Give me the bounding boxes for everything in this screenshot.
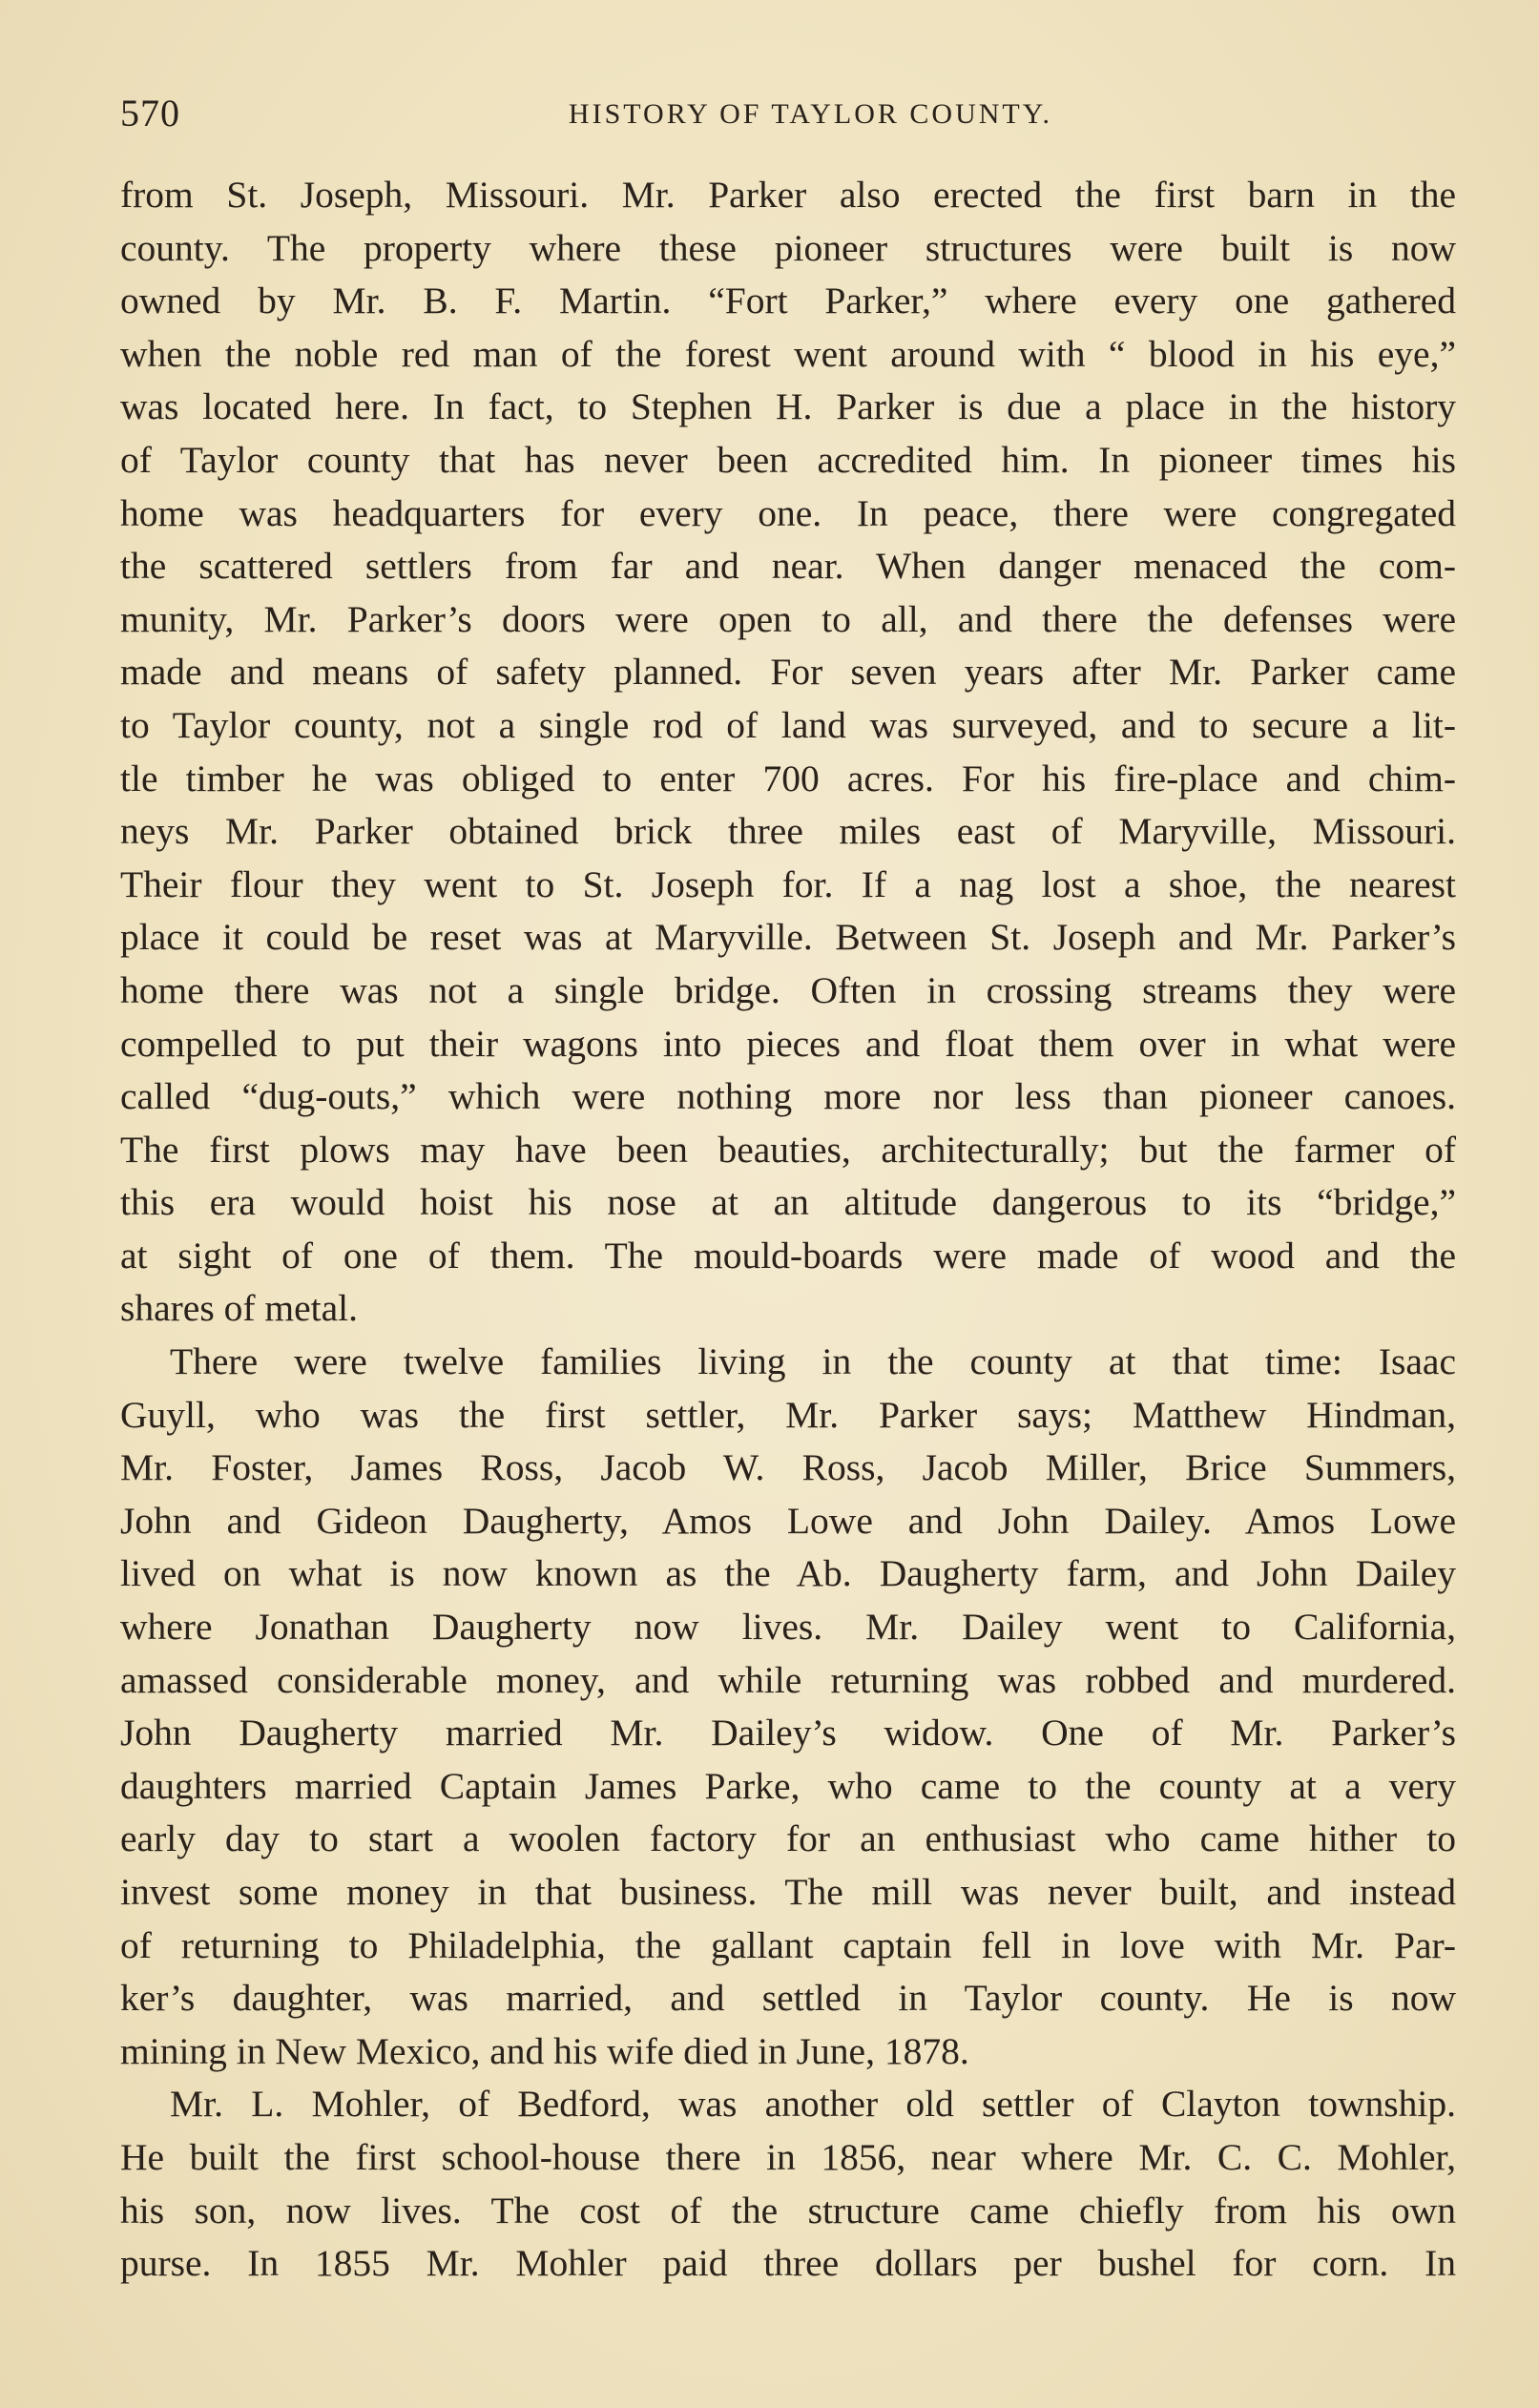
text-line: of Taylor county that has never been accredited him. In pioneer times his xyxy=(120,438,1456,481)
text-line: early day to start a woolen factory for an enthusiast who came hither to xyxy=(120,1817,1456,1860)
text-line: Mr. Foster, James Ross, Jacob W. Ross, Jacob Miller, Brice Summers, xyxy=(120,1446,1456,1489)
text-line: Guyll, who was the first settler, Mr. Parker says; Matthew Hindman, xyxy=(120,1393,1456,1436)
text-line: amassed considerable money, and while returning was robbed and murdered. xyxy=(120,1658,1456,1701)
text-line: John Daugherty married Mr. Dailey’s widow. One of Mr. Parker’s xyxy=(120,1712,1456,1754)
text-line: county. The property where these pioneer structures were built is now xyxy=(120,226,1456,269)
text-line: was located here. In fact, to Stephen H. Parker is due a place in the history xyxy=(120,385,1456,428)
text-line: the scattered settlers from far and near. When danger menaced the com- xyxy=(120,545,1456,588)
text-line: place it could be reset was at Maryville. Between St. Joseph and Mr. Parker’s xyxy=(120,916,1456,959)
text-line: owned by Mr. B. F. Martin. “Fort Parker,” where every one gathered xyxy=(120,280,1456,322)
text-line: neys Mr. Parker obtained brick three miles east of Maryville, Missouri. xyxy=(120,810,1456,853)
text-line: munity, Mr. Parker’s doors were open to all, and there the defenses were xyxy=(120,597,1456,640)
text-line: from St. Joseph, Missouri. Mr. Parker also erected the first barn in the xyxy=(120,174,1456,216)
text-line: tle timber he was obliged to enter 700 acres. For his fire-place and chim- xyxy=(120,757,1456,799)
page-number: 570 xyxy=(120,92,180,135)
text-line: Their flour they went to St. Joseph for. If a nag lost a shoe, the nearest xyxy=(120,862,1456,905)
text-line: of returning to Philadelphia, the gallant captain fell in love with Mr. Par- xyxy=(120,1923,1456,1966)
text-line: this era would hoist his nose at an altitude dangerous to its “bridge,” xyxy=(120,1181,1456,1224)
text-line: home there was not a single bridge. Often in crossing streams they were xyxy=(120,968,1456,1011)
text-line: John and Gideon Daugherty, Amos Lowe and John Dailey. Amos Lowe xyxy=(120,1499,1456,1542)
text-line: when the noble red man of the forest went around with “ blood in his eye,” xyxy=(120,332,1456,375)
text-line: There were twelve families living in the county at that time: Isaac xyxy=(170,1340,1456,1383)
text-line: where Jonathan Daugherty now lives. Mr. Dailey went to California, xyxy=(120,1606,1456,1649)
text-line: compelled to put their wagons into pieces and float them over in what were xyxy=(120,1022,1456,1065)
page-header xyxy=(120,91,1453,148)
text-line: purse. In 1855 Mr. Mohler paid three dollars per bushel for corn. In xyxy=(120,2242,1456,2285)
text-line: invest some money in that business. The mill was never built, and instead xyxy=(120,1871,1456,1913)
text-line: home was headquarters for every one. In peace, there were congregated xyxy=(120,491,1456,534)
text-line: to Taylor county, not a single rod of land was surveyed, and to secure a lit- xyxy=(120,703,1456,746)
text-line: daughters married Captain James Parke, who came to the county at a very xyxy=(120,1764,1456,1807)
text-line: made and means of safety planned. For seven years after Mr. Parker came xyxy=(120,651,1456,694)
text-line: lived on what is now known as the Ab. Daugherty farm, and John Dailey xyxy=(120,1552,1456,1595)
text-line: mining in New Mexico, and his wife died in June, 1878. xyxy=(120,2029,969,2072)
text-line: his son, now lives. The cost of the structure came chiefly from his own xyxy=(120,2189,1456,2232)
text-line: at sight of one of them. The mould-boards were made of wood and the xyxy=(120,1234,1456,1277)
running-head: HISTORY OF TAYLOR COUNTY. xyxy=(568,98,1053,130)
text-line: called “dug-outs,” which were nothing more nor less than pioneer canoes. xyxy=(120,1075,1456,1118)
body-text xyxy=(120,169,1456,2291)
text-line: The first plows may have been beauties, architecturally; but the farmer of xyxy=(120,1128,1456,1171)
text-line: ker’s daughter, was married, and settled in Taylor county. He is now xyxy=(120,1977,1456,2020)
text-line: Mr. L. Mohler, of Bedford, was another old settler of Clayton township. xyxy=(170,2083,1456,2126)
text-line: He built the first school-house there in 1856, near where Mr. C. C. Mohler, xyxy=(120,2135,1456,2178)
text-line: shares of metal. xyxy=(120,1287,358,1330)
